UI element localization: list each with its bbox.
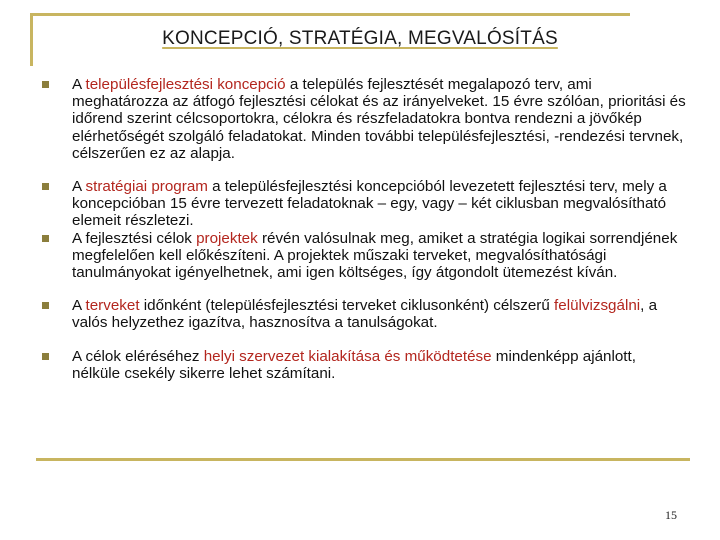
footer-divider-line	[36, 458, 690, 461]
bullet-text	[72, 230, 677, 281]
bullet-item-strategia	[38, 178, 688, 230]
slide-title	[40, 28, 680, 50]
text-segment: a település fejlesztését megalapozó terv, ami meghatározza az átfogó fejlesztési célokat és az irányelveket. 15 évre szólóan, prioritási és időrend szerint célcsoportokra, célokra és részfeladatokra bontva rendezni a jövőkép elérhetőségét szolgáló feladatokat. Minden további településfejlesztési, -rendezési tervnek, célszerűen ez az alapja.	[72, 76, 686, 162]
text-segment: mindenképp ajánlott, nélküle csekély sikerre lehet számítani.	[72, 347, 636, 382]
highlight-term: projektek	[196, 229, 258, 247]
bullet-text	[72, 178, 667, 229]
title-accent-horizontal-line	[30, 13, 630, 16]
text-segment: A fejlesztési célok	[72, 229, 197, 247]
text-segment: révén valósulnak meg, amiket a stratégia logikai sorrendjének megfelelően kell előkészíteni. A projektek műszaki terveket, megvalósíthatósági tanulmányokat igényelhetnek, ami igen költséges, így átgondolt ütemezést kíván.	[72, 229, 678, 282]
bullet-text	[72, 297, 657, 331]
bullet-item-koncepcio	[38, 76, 688, 162]
square-bullet-icon	[42, 81, 49, 88]
square-bullet-icon	[42, 183, 49, 190]
bullet-text	[72, 348, 636, 382]
title-accent-vertical-line	[30, 13, 33, 66]
bullet-item-projektek	[38, 230, 688, 282]
slide-title-text: KONCEPCIÓ, STRATÉGIA, MEGVALÓSÍTÁS	[162, 28, 558, 49]
text-segment: , a valós helyzethez igazítva, hasznosítva a tanulságokat.	[72, 297, 658, 332]
highlight-term: terveket	[85, 297, 140, 315]
square-bullet-icon	[42, 235, 49, 242]
page-number: 15	[665, 508, 677, 522]
square-bullet-icon	[42, 353, 49, 360]
highlight-term: felülvizsgálni	[554, 297, 641, 315]
text-segment: A	[72, 297, 86, 315]
highlight-term: helyi szervezet kialakítása és működtetése	[203, 347, 492, 365]
square-bullet-icon	[42, 302, 49, 309]
text-segment: A	[72, 178, 86, 196]
text-segment: a településfejlesztési koncepcióból levezetett fejlesztési terv, mely a koncepcióban 15 évre tervezett feladatoknak – egy, vagy – két ciklusban megvalósítható elemeit részletezi.	[72, 178, 667, 230]
highlight-term: településfejlesztési koncepció	[85, 76, 286, 93]
text-segment: A célok eléréséhez	[72, 347, 204, 365]
highlight-term: stratégiai program	[85, 178, 208, 196]
text-segment: időnként (településfejlesztési terveket ciklusonként) célszerű	[139, 297, 555, 315]
text-segment: A	[72, 76, 86, 93]
bullet-item-szervezet	[38, 348, 688, 382]
bullet-text	[72, 76, 686, 162]
bullet-item-felulvizsgalat	[38, 297, 688, 331]
bullet-list	[38, 76, 688, 382]
